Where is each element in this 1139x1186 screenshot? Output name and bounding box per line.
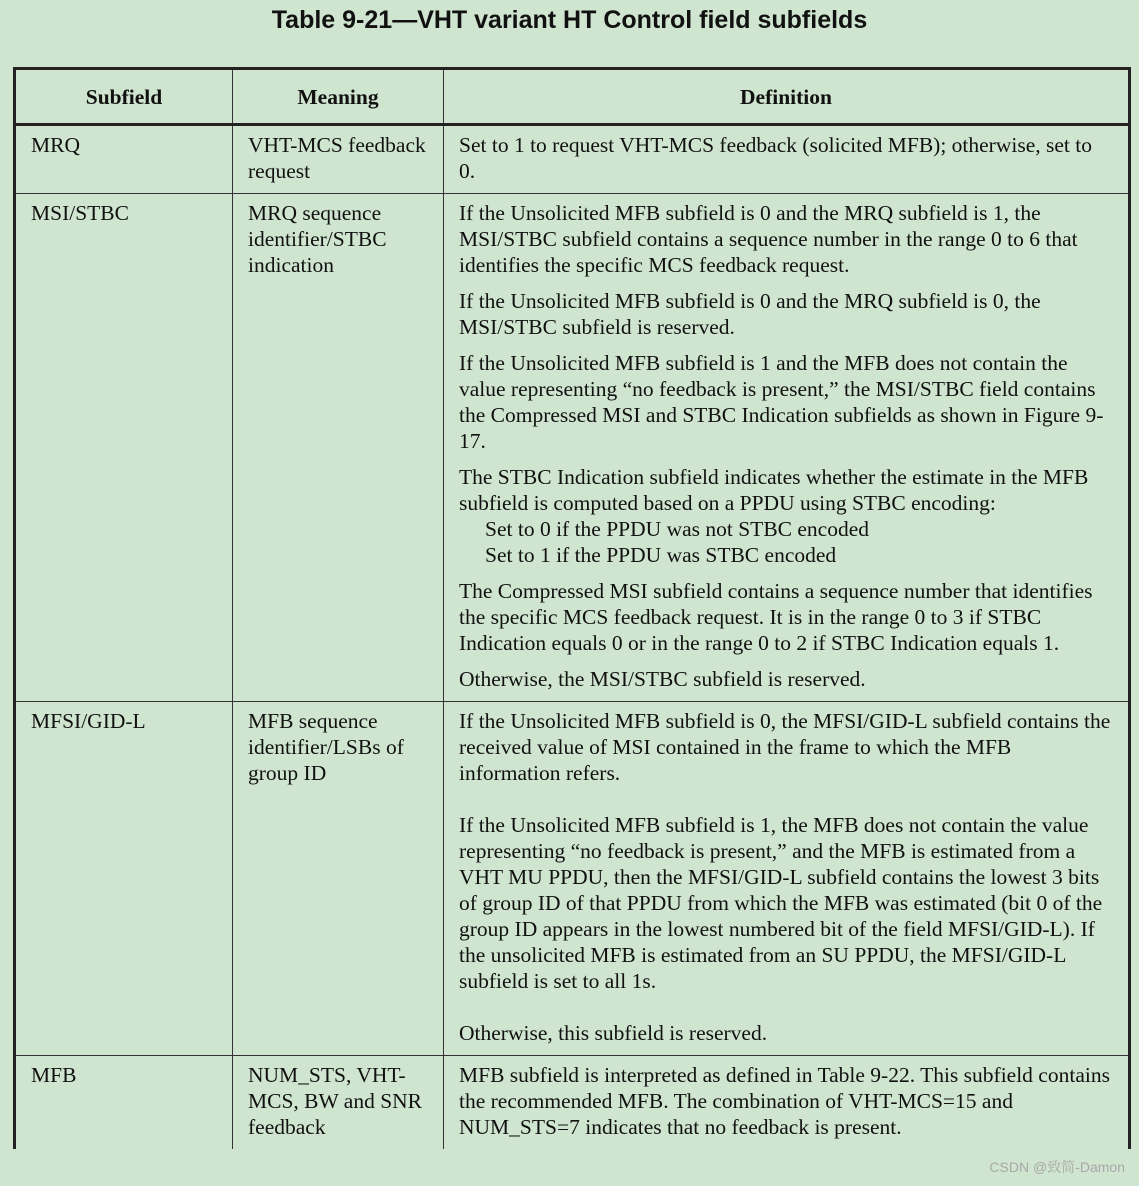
subfields-table bbox=[13, 67, 1131, 1149]
definition-paragraph bbox=[459, 464, 1113, 568]
definition-paragraph: If the Unsolicited MFB subfield is 0 and the MRQ subfield is 0, the MSI/STBC subfield is reserved. bbox=[459, 289, 1041, 339]
header-row bbox=[15, 69, 1130, 125]
definition-cell bbox=[444, 1056, 1130, 1150]
table-caption: Table 9-21—VHT variant HT Control field subfields bbox=[271, 6, 868, 34]
definition-paragraph: Otherwise, the MSI/STBC subfield is reserved. bbox=[459, 667, 866, 691]
definition-paragraph: If the Unsolicited MFB subfield is 0, the MFSI/GID-L subfield contains the received value of MSI contained in the frame to which the MFB information refers. bbox=[459, 709, 1111, 785]
meaning-cell: VHT-MCS feedback request bbox=[233, 125, 444, 194]
table-row bbox=[15, 125, 1130, 194]
stbc-intro: The STBC Indication subfield indicates whether the estimate in the MFB subfield is computed based on a PPDU using STBC encoding: bbox=[459, 465, 1089, 515]
definition-paragraph: MFB subfield is interpreted as defined in Table 9-22. This subfield contains the recommended MFB. The combination of VHT-MCS=15 and NUM_STS=7 indicates that no feedback is present. bbox=[459, 1063, 1110, 1139]
definition-cell bbox=[444, 125, 1130, 194]
definition-paragraph: The Compressed MSI subfield contains a sequence number that identifies the specific MCS feedback request. It is in the range 0 to 3 if STBC Indication equals 0 or in the range 0 to 2 if STBC Indication equals 1. bbox=[459, 579, 1093, 655]
watermark: CSDN @致简-Damon bbox=[989, 1159, 1125, 1175]
stbc-option: Set to 0 if the PPDU was not STBC encoded bbox=[485, 517, 869, 541]
meaning-cell: MFB sequence identifier/LSBs of group ID bbox=[233, 702, 444, 1056]
header-meaning: Meaning bbox=[233, 69, 444, 125]
meaning-cell: MRQ sequence identifier/STBC indication bbox=[233, 194, 444, 702]
definition-paragraph: If the Unsolicited MFB subfield is 1, the MFB does not contain the value representing “no feedback is present,” and the MFB is estimated from a VHT MU PPDU, then the MFSI/GID-L subfield contains the lowest 3 bits of group ID of that PPDU from which the MFB was estimated (bit 0 of the group ID appears in the lowest numbered bit of the field MFSI/GID-L). If the unsolicited MFB is estimated from an SU PPDU, the MFSI/GID-L subfield is set to all 1s. bbox=[459, 813, 1103, 993]
meaning-cell: NUM_STS, VHT-MCS, BW and SNR feedback bbox=[233, 1056, 444, 1150]
subfield-cell: MSI/STBC bbox=[15, 194, 233, 702]
definition-cell bbox=[444, 194, 1130, 702]
subfield-cell: MFB bbox=[15, 1056, 233, 1150]
table-row bbox=[15, 1056, 1130, 1150]
header-subfield: Subfield bbox=[15, 69, 233, 125]
definition-paragraph: If the Unsolicited MFB subfield is 1 and the MFB does not contain the value representing “no feedback is present,” the MSI/STBC field contains the Compressed MSI and STBC Indication subfields as shown in Figure 9-17. bbox=[459, 351, 1104, 453]
definition-paragraph: If the Unsolicited MFB subfield is 0 and the MRQ subfield is 1, the MSI/STBC subfield contains a sequence number in the range 0 to 6 that identifies the specific MCS feedback request. bbox=[459, 201, 1078, 277]
table-row bbox=[15, 194, 1130, 702]
definition-cell bbox=[444, 702, 1130, 1056]
stbc-option: Set to 1 if the PPDU was STBC encoded bbox=[485, 543, 837, 567]
table-row bbox=[15, 702, 1130, 1056]
header-definition: Definition bbox=[444, 69, 1130, 125]
subfield-cell: MFSI/GID-L bbox=[15, 702, 233, 1056]
subfield-cell: MRQ bbox=[15, 125, 233, 194]
definition-paragraph: Set to 1 to request VHT-MCS feedback (solicited MFB); otherwise, set to 0. bbox=[459, 133, 1092, 183]
definition-paragraph: Otherwise, this subfield is reserved. bbox=[459, 1021, 768, 1045]
